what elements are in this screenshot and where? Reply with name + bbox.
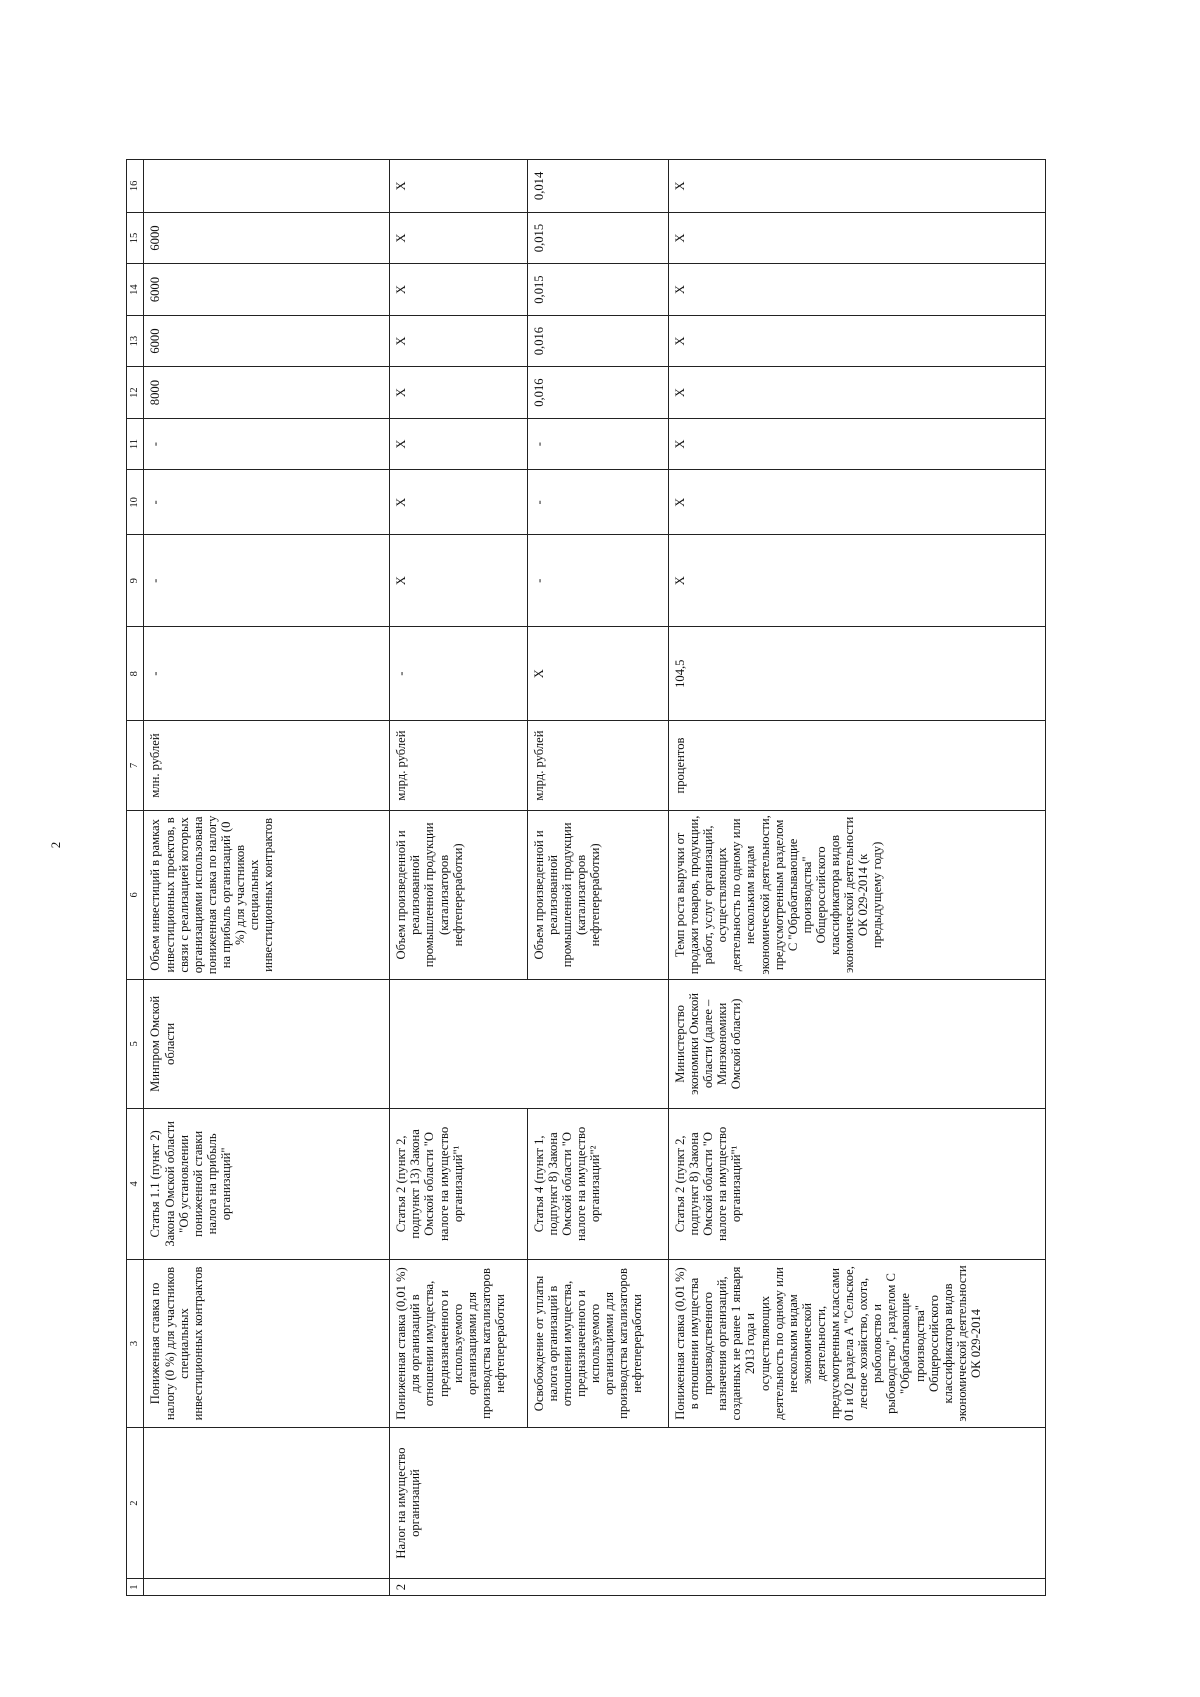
value-cell: - <box>527 535 668 627</box>
value-cell: X <box>390 212 527 264</box>
legal-basis-cell: Статья 2 (пункт 2, подпункт 8) Закона Омской области "О налоге на имущество организаций"¹ <box>668 1108 1045 1259</box>
value-cell: 0,014 <box>527 160 668 213</box>
curator-cell: Министерство экономики Омской области (далее – Минэкономики Омской области) <box>668 979 1045 1108</box>
column-number: 15 <box>127 212 144 264</box>
value-cell: 0,015 <box>527 212 668 264</box>
value-cell: 6000 <box>144 315 390 367</box>
column-number: 9 <box>127 535 144 627</box>
value-cell: 8000 <box>144 367 390 419</box>
value-cell: - <box>144 470 390 535</box>
table-row <box>527 160 668 1596</box>
value-cell: 104,5 <box>668 627 1045 721</box>
table-row <box>144 160 390 1596</box>
column-number: 3 <box>127 1259 144 1427</box>
column-number: 8 <box>127 627 144 721</box>
value-cell: 6000 <box>144 264 390 316</box>
value-cell: X <box>390 418 527 470</box>
column-number: 7 <box>127 721 144 811</box>
value-cell: X <box>390 367 527 419</box>
value-cell: 0,016 <box>527 367 668 419</box>
column-number: 4 <box>127 1108 144 1259</box>
benefits-table <box>126 159 1046 1596</box>
indicator-cell: Темп роста выручки от продажи товаров, продукции, работ, услуг организаций, осуществляющих деятельность по одному или нескольким видам экономической деятельности, предусмотренным разделом С "Обрабатывающие производства" Общероссийского классификатора видов экономической деятельности ОК 029-2014 (к предыдущему году) <box>668 810 1045 979</box>
value-cell: X <box>527 627 668 721</box>
value-cell: X <box>390 315 527 367</box>
rotated-table-container <box>126 159 1046 1596</box>
value-cell: - <box>390 627 527 721</box>
value-cell: X <box>668 535 1045 627</box>
value-cell: X <box>390 160 527 213</box>
column-number: 12 <box>127 367 144 419</box>
legal-basis-cell: Статья 1.1 (пункт 2) Закона Омской области "Об установлении пониженной ставки налога на прибыль организаций" <box>144 1108 390 1259</box>
row-number-cell <box>144 1579 390 1596</box>
unit-cell: процентов <box>668 721 1045 811</box>
value-cell: 0,015 <box>527 264 668 316</box>
legal-basis-cell: Статья 4 (пункт 1, подпункт 8) Закона Омской области "О налоге на имущество организаций"² <box>527 1108 668 1259</box>
column-number: 5 <box>127 979 144 1108</box>
table-row <box>668 160 1045 1596</box>
indicator-cell: Объем произведенной и реализованной промышленной продукции (катализаторов нефтепереработки) <box>390 810 527 979</box>
benefit-description-cell: Пониженная ставка (0,01 %) в отношении имущества производственного назначения организаций, созданных не ранее 1 января 2013 года и осуществляющих деятельность по одному или нескольким видам экономической деятельности, предусмотренным классами 01 и 02 раздела А "Сельское, лесное хозяйство, охота, рыболовство и рыбоводство", разделом С "Обрабатывающие производства" Общероссийского классификатора видов экономической деятельности ОК 029-2014 <box>668 1259 1045 1427</box>
unit-cell: млрд. рублей <box>390 721 527 811</box>
unit-cell: млрд. рублей <box>527 721 668 811</box>
value-cell: X <box>668 470 1045 535</box>
value-cell: - <box>527 470 668 535</box>
column-number: 13 <box>127 315 144 367</box>
row-number-cell: 2 <box>390 1579 1046 1596</box>
value-cell: X <box>390 535 527 627</box>
value-cell: - <box>144 418 390 470</box>
legal-basis-cell: Статья 2 (пункт 2, подпункт 13) Закона Омской области "О налоге на имущество организаций"¹ <box>390 1108 527 1259</box>
value-cell: 6000 <box>144 212 390 264</box>
unit-cell: млн. рублей <box>144 721 390 811</box>
page-number: 2 <box>48 841 63 849</box>
value-cell: 0,016 <box>527 315 668 367</box>
column-number: 1 <box>127 1579 144 1596</box>
benefit-description-cell: Пониженная ставка по налогу (0 %) для участников специальных инвестиционных контрактов <box>144 1259 390 1427</box>
column-number: 10 <box>127 470 144 535</box>
value-cell: - <box>144 535 390 627</box>
column-number: 6 <box>127 810 144 979</box>
value-cell: X <box>390 470 527 535</box>
benefit-description-cell: Освобождение от уплаты налога организаций в отношении имущества, предназначенного и используемого организациями для производства катализаторов нефтепереработки <box>527 1259 668 1427</box>
column-number: 14 <box>127 264 144 316</box>
value-cell: X <box>668 315 1045 367</box>
curator-cell: Минпром Омской области <box>144 979 390 1108</box>
value-cell: X <box>668 212 1045 264</box>
tax-name-cell <box>144 1428 390 1579</box>
value-cell: X <box>668 418 1045 470</box>
value-cell <box>144 160 390 213</box>
column-number: 11 <box>127 418 144 470</box>
tax-name-cell: Налог на имущество организаций <box>390 1428 1046 1579</box>
value-cell: X <box>668 367 1045 419</box>
value-cell: - <box>144 627 390 721</box>
column-number: 2 <box>127 1428 144 1579</box>
indicator-cell: Объем инвестиций в рамках инвестиционных проектов, в связи с реализацией которых организациями использована пониженная ставка по налогу на прибыль организаций (0 %) для участников специальных инвестиционных контрактов <box>144 810 390 979</box>
curator-cell <box>390 979 669 1108</box>
column-number-row <box>127 160 144 1596</box>
value-cell: X <box>668 264 1045 316</box>
benefit-description-cell: Пониженная ставка (0,01 %) для организаций в отношении имущества, предназначенного и используемого организациями для производства катализаторов нефтепереработки <box>390 1259 527 1427</box>
indicator-cell: Объем произведенной и реализованной промышленной продукции (катализаторов нефтепереработки) <box>527 810 668 979</box>
value-cell: X <box>668 160 1045 213</box>
column-number: 16 <box>127 160 144 213</box>
value-cell: - <box>527 418 668 470</box>
table-row <box>390 160 527 1596</box>
value-cell: X <box>390 264 527 316</box>
